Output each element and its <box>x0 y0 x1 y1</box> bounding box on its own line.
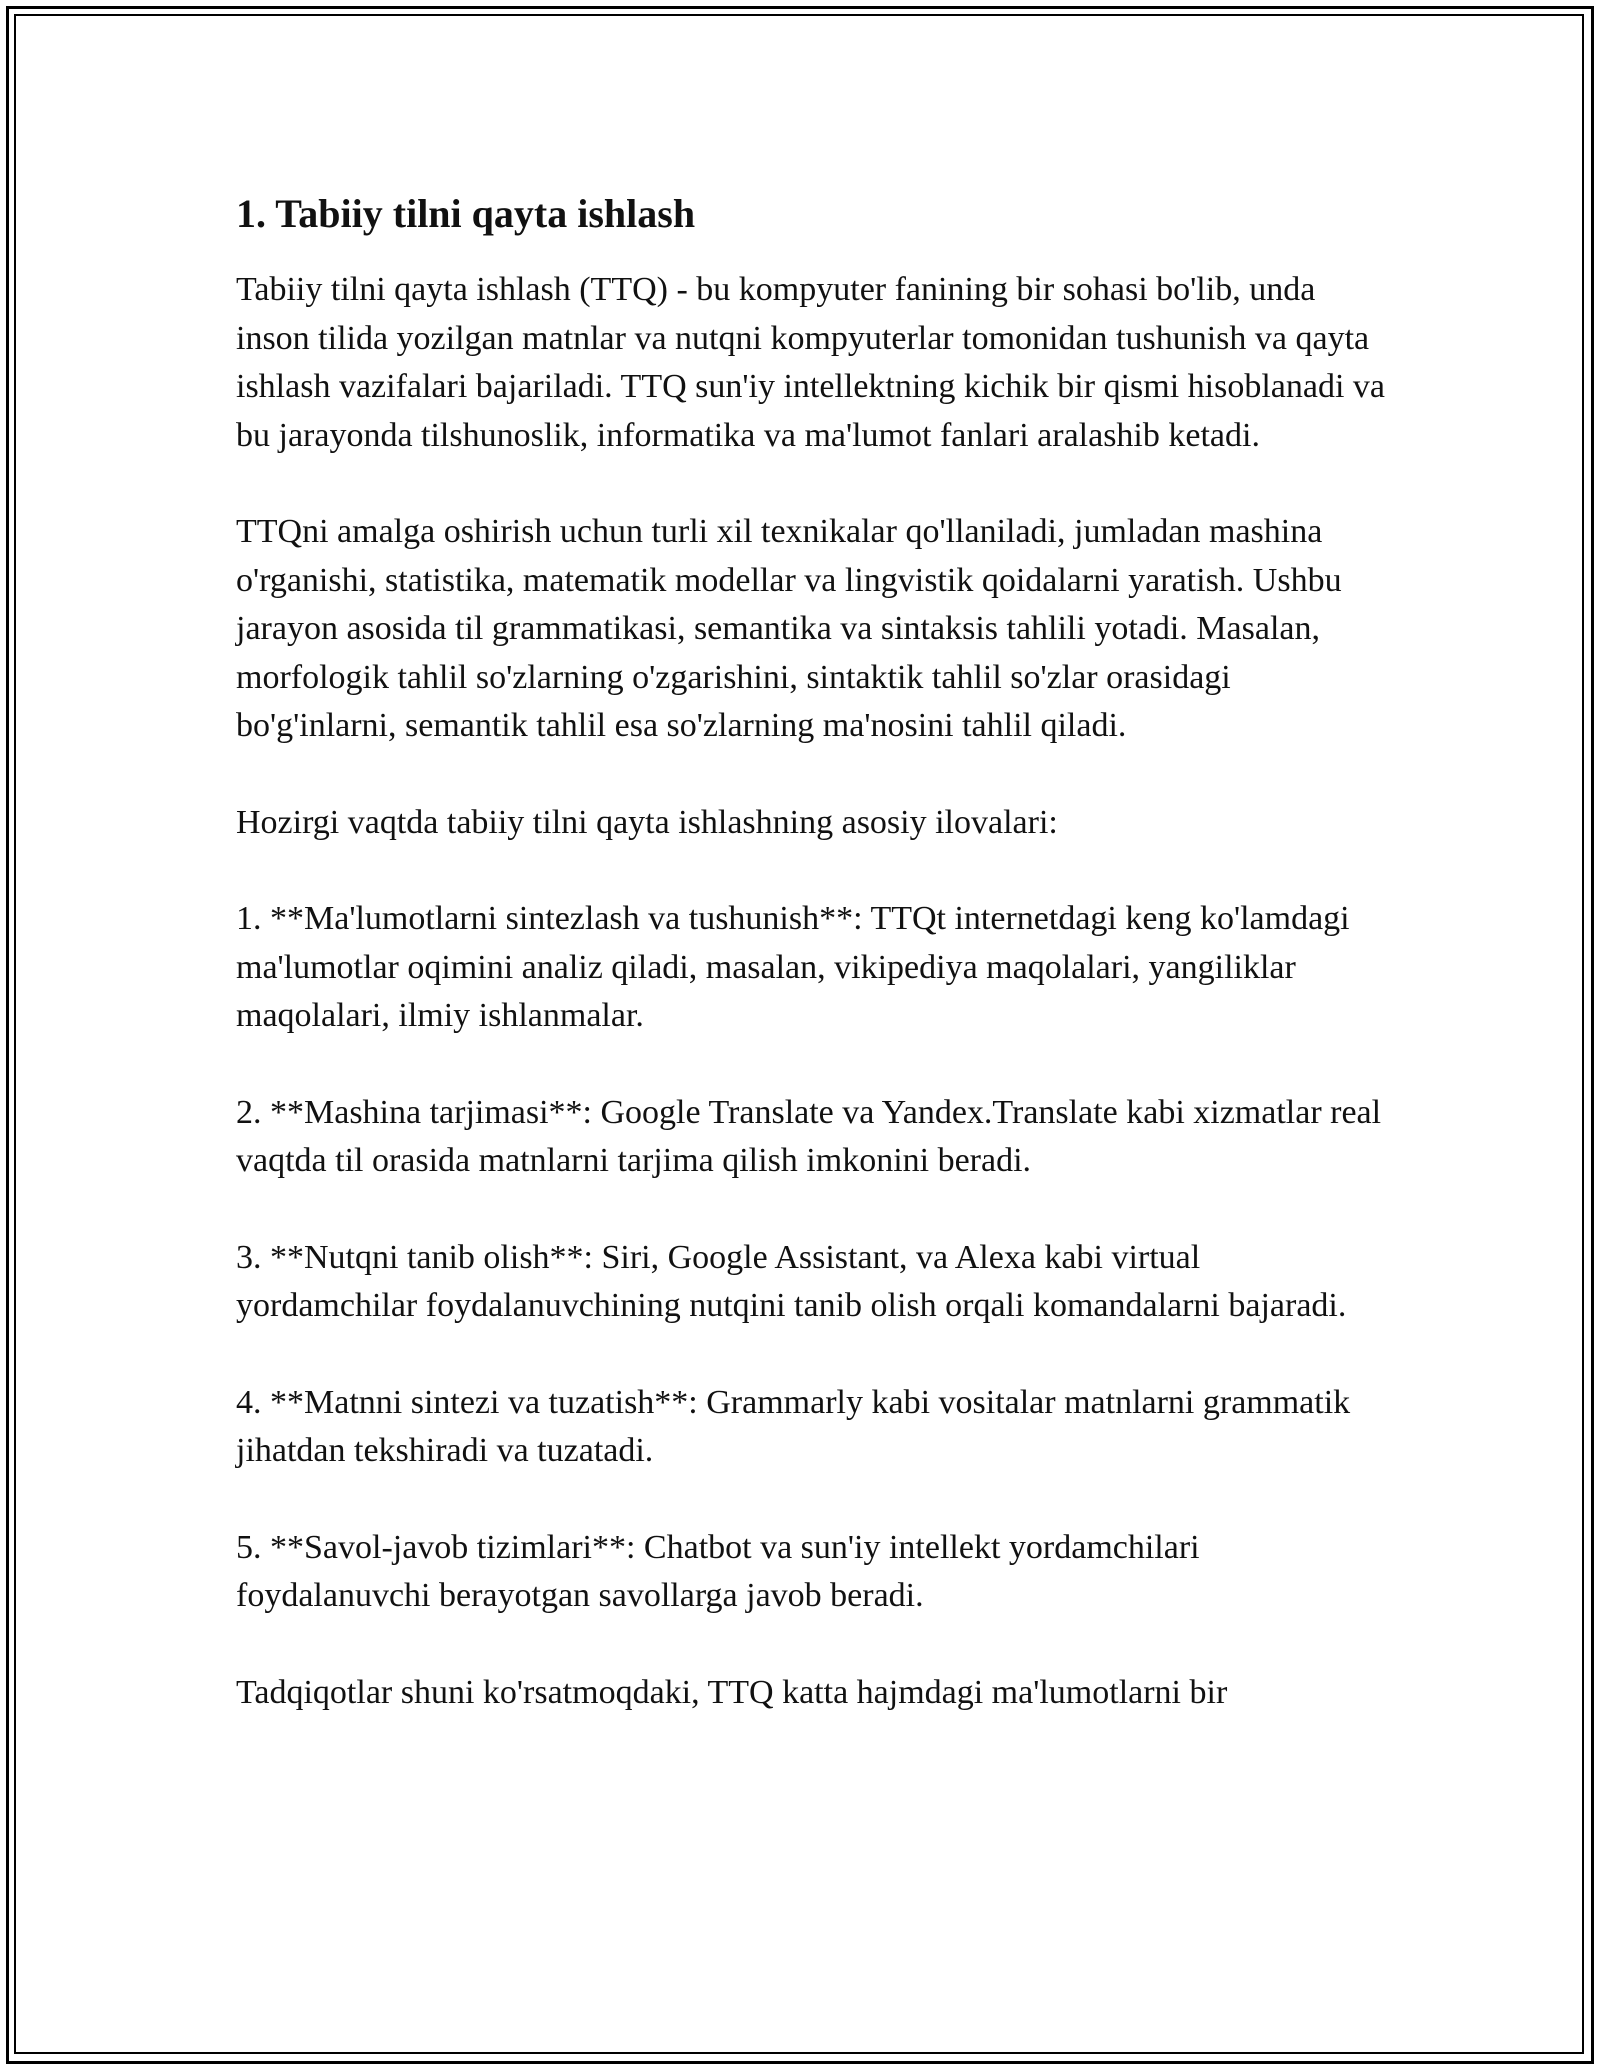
list-item-3: 3. **Nutqni tanib olish**: Siri, Google Assistant, va Alexa kabi virtual yordamchilar foydalanuvchining nutqini tanib olish orqali komandalarni bajaradi. <box>236 1238 1347 1324</box>
paragraph-techniques: TTQni amalga oshirish uchun turli xil texnikalar qo'llaniladi, jumladan mashina o'rganishi, statistika, matematik modellar va lingvistik qoidalarni yaratish. Ushbu jarayon asosida til grammatikasi, semantika va sintaksis tahlili yotadi. Masalan, morfologik tahlil so'zlarning o'zgarishini, sintaktik tahlil so'zlar orasidagi bo'g'inlarni, semantik tahlil esa so'zlarning ma'nosini tahlil qiladi. <box>236 513 1342 744</box>
paragraph-intro: Tabiiy tilni qayta ishlash (TTQ) - bu kompyuter fanining bir sohasi bo'lib, unda inson tilida yozilgan matnlar va nutqni kompyuterlar tomonidan tushunish va qayta ishlash vazifalari bajariladi. TTQ sun'iy intellektning kichik bir qismi hisoblanadi va bu jarayonda tilshunoslik, informatika va ma'lumot fanlari aralashib ketadi. <box>236 271 1385 454</box>
document-body <box>236 186 1386 1765</box>
paragraph-research: Tadqiqotlar shuni ko'rsatmoqdaki, TTQ katta hajmdagi ma'lumotlarni bir <box>236 1673 1228 1711</box>
paragraph-applications-lead: Hozirgi vaqtda tabiiy tilni qayta ishlashning asosiy ilovalari: <box>236 803 1058 841</box>
list-item-5: 5. **Savol-javob tizimlari**: Chatbot va sun'iy intellekt yordamchilari foydalanuvchi berayotgan savollarga javob beradi. <box>236 1528 1200 1614</box>
list-item-4: 4. **Matnni sintezi va tuzatish**: Grammarly kabi vositalar matnlarni grammatik jihatdan tekshiradi va tuzatadi. <box>236 1383 1351 1469</box>
list-item-1: 1. **Ma'lumotlarni sintezlash va tushunish**: TTQt internetdagi keng ko'lamdagi ma'lumotlar oqimini analiz qiladi, masalan, vikipediya maqolalari, yangiliklar maqolalari, ilmiy ishlanmalar. <box>236 900 1350 1034</box>
list-item-2: 2. **Mashina tarjimasi**: Google Translate va Yandex.Translate kabi xizmatlar real vaqtda til orasida matnlarni tarjima qilish imkonini beradi. <box>236 1093 1382 1179</box>
section-heading: 1. Tabiiy tilni qayta ishlash <box>236 191 696 236</box>
